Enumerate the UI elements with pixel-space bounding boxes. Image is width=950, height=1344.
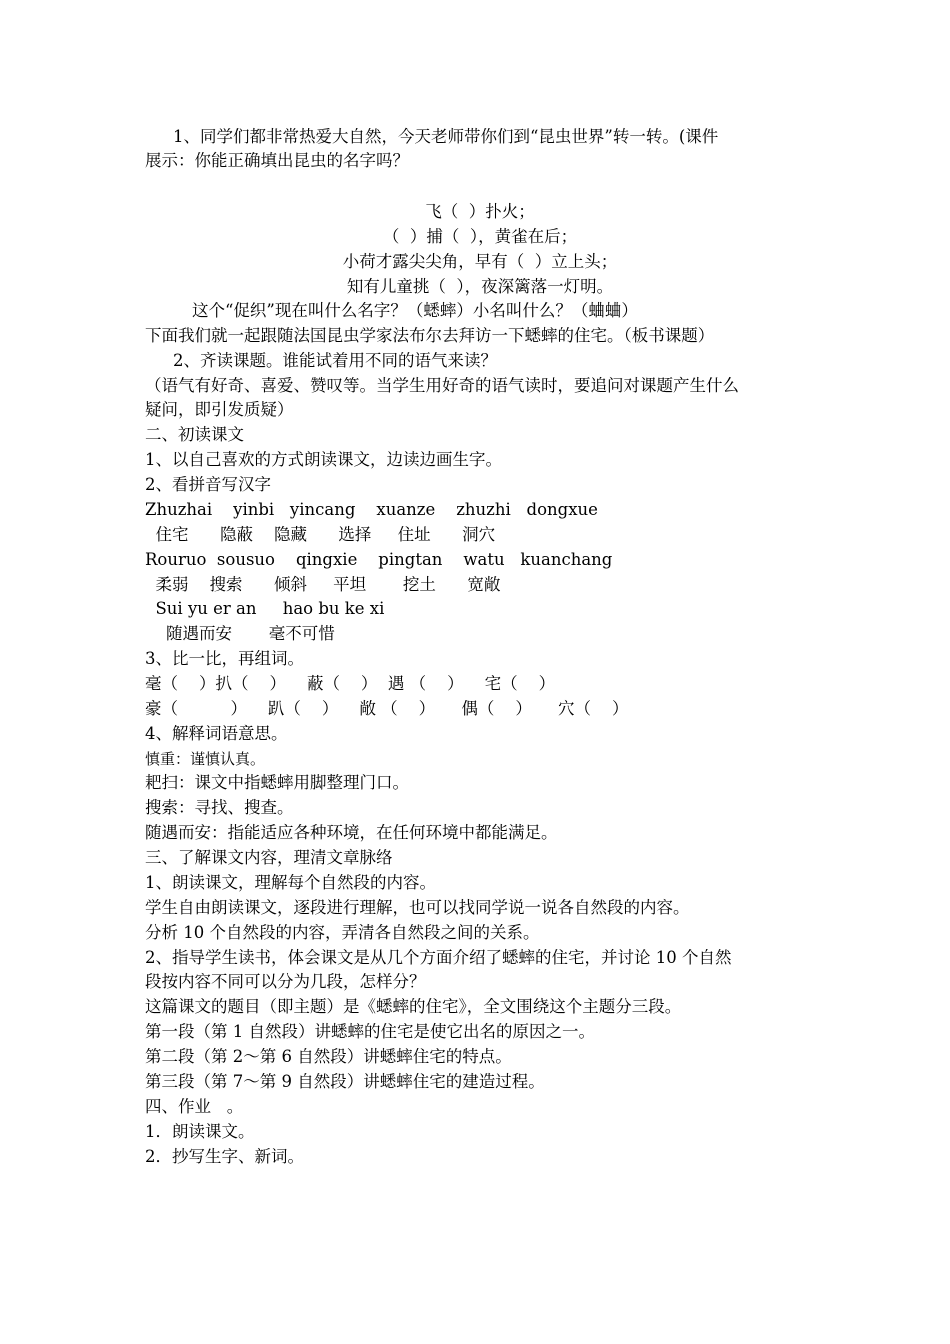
pinyin-line: Zhuzhai yinbi yincang xuanze zhuzhi dongxue (145, 500, 598, 519)
poem-line: 飞（ ）扑火； (425, 202, 535, 221)
text-line: 3、比一比，再组词。 (145, 649, 304, 668)
text-line: 4、解释词语意思。 (145, 724, 288, 743)
hanzi-line: 住宅 隐蔽 隐藏 选择 住址 洞穴 (145, 525, 496, 544)
poem-line: 知有儿童挑（ ），夜深篱落一灯明。 (346, 277, 614, 296)
text-line: 这个“促织”现在叫什么名字？（蟋蟀）小名叫什么？（蛐蛐） (192, 301, 638, 320)
compare-line: 豪（ ） 趴（ ） 敞 （ ） 偶（ ） 穴（ ） (145, 699, 629, 718)
text-line: 这篇课文的题目（即主题）是《蟋蟀的住宅》，全文围绕这个主题分三段。 (145, 997, 682, 1016)
text-line: 2．抄写生字、新词。 (145, 1147, 304, 1166)
compare-line: 毫（ ）扒（ ） 蔽（ ） 遇 （ ） 宅（ ） (145, 674, 556, 693)
poem-line: （ ）捕（ ），黄雀在后； (382, 227, 578, 246)
text-line: 分析 10 个自然段的内容，弄清各自然段之间的关系。 (145, 923, 540, 942)
definition-line: 随遇而安：指能适应各种环境，在任何环境中都能满足。 (145, 823, 558, 842)
text-line: 第二段（第 2～第 6 自然段）讲蟋蟀住宅的特点。 (145, 1047, 512, 1066)
text-line: 1、同学们都非常热爱大自然，今天老师带你们到“昆虫世界”转一转。(课件 (173, 127, 719, 146)
text-line: 段按内容不同可以分为几段，怎样分？ (145, 972, 426, 991)
hanzi-line: 随遇而安 毫不可惜 (145, 624, 335, 643)
text-line: 2、指导学生读书，体会课文是从几个方面介绍了蟋蟀的住宅，并讨论 10 个自然 (145, 948, 732, 967)
text-line: 1、朗读课文，理解每个自然段的内容。 (145, 873, 436, 892)
text-line: 1、以自己喜欢的方式朗读课文，边读边画生字。 (145, 450, 502, 469)
text-line: 第一段（第 1 自然段）讲蟋蟀的住宅是使它出名的原因之一。 (145, 1022, 595, 1041)
text-line: 学生自由朗读课文，逐段进行理解，也可以找同学说一说各自然段的内容。 (145, 898, 690, 917)
section-heading: 二、初读课文 (145, 425, 244, 444)
definition-line: 搜索：寻找、搜查。 (145, 798, 294, 817)
text-line: 疑问，即引发质疑） (145, 400, 294, 419)
text-line: 1．朗读课文。 (145, 1122, 255, 1141)
pinyin-line: Sui yu er an hao bu ke xi (145, 599, 385, 618)
text-line: 2、看拼音写汉字 (145, 475, 271, 494)
text-line: 2、齐读课题。谁能试着用不同的语气来读？ (173, 351, 497, 370)
text-line: （语气有好奇、喜爱、赞叹等。当学生用好奇的语气读时，要追问对课题产生什么 (145, 376, 739, 395)
poem-line: 小荷才露尖尖角，早有（ ）立上头； (342, 252, 618, 271)
section-heading: 三、了解课文内容，理清文章脉络 (145, 848, 393, 867)
definition-line: 慎重：谨慎认真。 (145, 750, 266, 768)
hanzi-line: 柔弱 搜索 倾斜 平坦 挖土 宽敞 (145, 575, 501, 594)
text-line: 展示：你能正确填出昆虫的名字吗？ (145, 151, 409, 170)
pinyin-line: Rouruo sousuo qingxie pingtan watu kuanchang (145, 550, 613, 569)
definition-line: 耙扫：课文中指蟋蟀用脚整理门口。 (145, 773, 409, 792)
text-line: 第三段（第 7～第 9 自然段）讲蟋蟀住宅的建造过程。 (145, 1072, 545, 1091)
section-heading: 四、作业 。 (145, 1097, 244, 1116)
text-line: 下面我们就一起跟随法国昆虫学家法布尔去拜访一下蟋蟀的住宅。（板书课题） (145, 326, 715, 345)
